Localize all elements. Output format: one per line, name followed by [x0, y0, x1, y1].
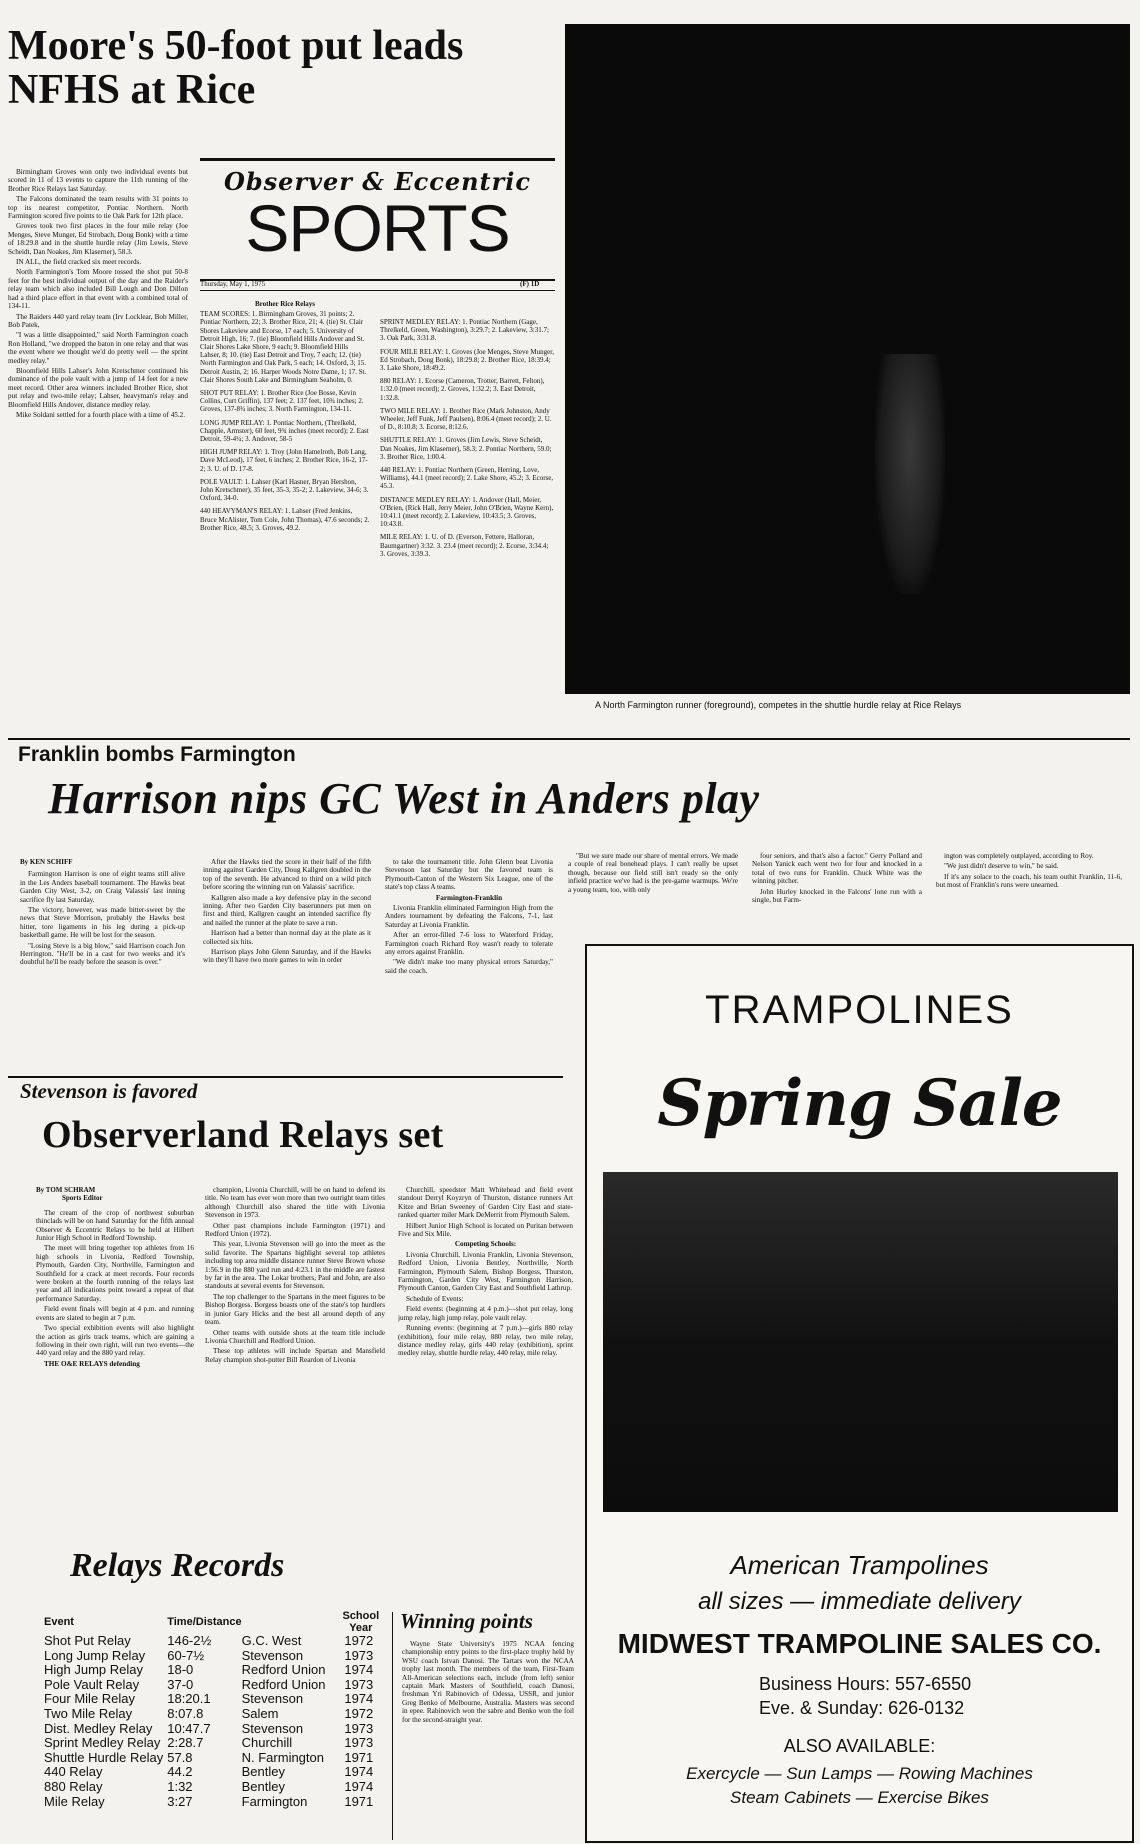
records-event: 880 Relay — [44, 1778, 103, 1794]
records-table — [44, 1610, 384, 1809]
ad-subtitle: Spring Sale — [657, 1066, 1062, 1141]
harrison-col-3 — [385, 858, 553, 1068]
observerland-para: Schedule of Events: — [406, 1294, 464, 1303]
ad-company: MIDWEST TRAMPOLINE SALES CO. — [617, 1628, 1102, 1659]
harrison-para: Harrison had a better than normal day at the plate as it collected six hits. — [203, 929, 371, 946]
records-school: Salem — [241, 1705, 279, 1721]
records-event: Long Jump Relay — [44, 1647, 146, 1663]
observerland-para: THE O&E RELAYS defending — [44, 1359, 140, 1368]
harrison-para: to take the tournament title. John Glenn beat Livonia Stevenson last Saturday but the favored team is Plymouth-Canton of the Western Six League, one of the state's top class A teams. — [385, 858, 553, 892]
ad-line2: all sizes — immediate delivery — [698, 1588, 1021, 1615]
ad-hours-2: Eve. & Sunday: 626-0132 — [759, 1698, 965, 1718]
observerland-para: Livonia Churchill, Livonia Franklin, Livonia Stevenson, Redford Union, Livonia Bentley, Northville, North Farmington, Plymouth Salem, Bishop Borgess, Thurston, Farmington, Garden City West, Farmington Harrison, Plymouth Canton, Garden City East and Southfield Lathrup. — [398, 1250, 573, 1293]
observerland-para: This year, Livonia Stevenson will go into the meet as the solid favorite. The Spartans highlight several top athletes including top area middle distance runner Steve Brown whose 1:56.9 in the 880 yard run and 4:23.1 in the middle are fastest by far in the area. The Lokar brothers, Paul and John, are also standouts at several events for Stevenson. — [205, 1240, 385, 1291]
records-header-blank — [242, 1610, 338, 1634]
observerland-para: The top challenger to the Spartans in the meet figures to be Bishop Borgess. Borgess boasts one of the state's top hurdlers in junior Gary Hicks and the best all around depth of any team. — [205, 1292, 385, 1327]
records-row — [44, 1736, 384, 1751]
observerland-para: The cream of the crop of northwest suburban thinclads will be on hand Saturday for the fifth annual Observer & Eccentric Relays to be held at Hilbert Junior High School in Redford Township. — [36, 1208, 194, 1243]
observerland-para: champion, Livonia Churchill, will be on hand to defend its title. No team has ever won more than two outright team titles although Churchill also shared the title with Livonia Stevenson in 1973. — [205, 1186, 385, 1220]
records-row — [44, 1780, 384, 1795]
winning-para: Wayne State University's 1975 NCAA fencing championship entry points to the first-place trophy held by WSU coach Istvan Danosi. The Tartars won the NCAA trophy last month. The members of the team, First-Team All-American selections each, include (from left) senior captain Mark Masters of Southfield, coach Danosi, freshman Yri Rabinovich of Odessa, USSR, and junior Greg Benko of Melbourne, Australia. Masters was second in epee. Rabinovich won the sabre and Benko won the foil for the second-straight year. — [402, 1640, 574, 1724]
ad-products-1: Exercycle — Sun Lamps — Rowing Machines — [686, 1764, 1033, 1783]
masthead-section: SPORTS — [245, 191, 510, 265]
harrison-para: "Losing Steve is a big blow," said Harrison coach Jon Herrington. "He'll be in a cast for two weeks and it's doubtful he'll be ready before the season is over." — [20, 941, 185, 967]
moore-headline: Moore's 50-foot put leads NFHS at Rice — [8, 23, 464, 114]
ad-also: ALSO AVAILABLE: — [783, 1736, 936, 1756]
observerland-para: Other teams with outside shots at the team title include Livonia Churchill and Redford Union. — [205, 1328, 385, 1345]
records-school: Redford Union — [241, 1662, 326, 1678]
records-school: Bentley — [241, 1778, 285, 1794]
records-body — [44, 1634, 384, 1809]
records-time: 2:28.7 — [167, 1735, 204, 1751]
masthead-paper-name: Observer & Eccentric — [223, 167, 532, 196]
observerland-subhead: Competing Schools: — [454, 1240, 517, 1249]
records-row — [44, 1795, 384, 1810]
records-school: Churchill — [241, 1735, 293, 1751]
records-school: Stevenson — [241, 1720, 304, 1736]
records-event: Pole Vault Relay — [44, 1676, 140, 1692]
moore-para: Groves took two first places in the four mile relay (Joe Menges, Steve Munger, Ed Strobach, Doug Bonk) with a time of 18:29.8 and in the shuttle hurdle relay (Jim Lewis, Steve Scheidt, Dan Noakes, Jim Klaserner), 58.3. — [8, 222, 188, 256]
records-year: 1974 — [344, 1778, 374, 1794]
harrison-col-4 — [568, 852, 738, 936]
records-time: 60-7½ — [167, 1647, 205, 1663]
results-entry: 440 RELAY: 1. Pontiac Northern (Green, Herring, Love, Williams), 44.1 (meet record); 2. Lake Shore, 45.2; 3. Ecorse, 45.3. — [380, 466, 554, 491]
records-time: 44.2 — [167, 1764, 193, 1780]
records-year: 1974 — [344, 1662, 374, 1678]
records-header-event: Event — [44, 1616, 74, 1628]
records-year: 1971 — [344, 1749, 374, 1765]
trampoline-ad — [585, 944, 1134, 1843]
records-time: 8:07.8 — [167, 1705, 204, 1721]
records-school: N. Farmington — [241, 1749, 324, 1765]
observerland-col-2 — [205, 1186, 385, 1522]
records-time: 18:20.1 — [167, 1691, 211, 1707]
records-event: Sprint Medley Relay — [44, 1735, 161, 1751]
records-year: 1972 — [344, 1705, 374, 1721]
harrison-para: After an error-filled 7-6 loss to Waterford Friday, Farmington coach Richard Roy wasn't ready to tolerate any errors against Franklin. — [385, 931, 553, 957]
results-entry: DISTANCE MEDLEY RELAY: 1. Andover (Hall, Meier, O'Brien, (Rick Hall, Jerry Meier, John O'Brien, Wayne Kern), 10:41.1 (meet record); 2. Lakeview, 10:43.5; 3. Groves, 10:43.8. — [380, 495, 554, 529]
records-row — [44, 1678, 384, 1693]
harrison-para: After the Hawks tied the score in their half of the fifth inning against Garden City, Doug Kallgren doubled in the top of the seventh. He advanced to third on a wild pitch before scoring the winning run on Valassis' sacrifice. — [203, 858, 371, 892]
results-entry: LONG JUMP RELAY: 1. Pontiac Northern, (Threlkeld, Chapple, Armster), 60 feet, 9¾ inches (meet record); 2. East Detroit, 59-4¼; 3. Andover, 58-5 — [200, 418, 369, 444]
records-year: 1971 — [344, 1793, 374, 1809]
observerland-para: The meet will bring together top athletes from 16 high schools in Livonia, Redford Township, Plymouth, Garden City, Northville, Farmington and Southfield for a crack at meet records. Four records were broken at the fourth running of the relays last year and all indications point toward a repeat of that performance Saturday. — [36, 1244, 194, 1303]
observerland-para: Field event finals will begin at 4 p.m. and running events are slated to begin at 7 p.m. — [36, 1305, 194, 1322]
results-col-2 — [380, 318, 555, 732]
records-row — [44, 1663, 384, 1678]
ad-photo — [603, 1172, 1118, 1512]
harrison-para: John Hurley knocked in the Falcons' lone run with a single, but Farm- — [752, 887, 922, 905]
records-row — [44, 1722, 384, 1737]
results-entry: 880 RELAY: 1. Ecorse (Cameron, Trotter, Barrett, Felton), 1:32.0 (meet record); 2. Groves, 1:32.2; 3. East Detroit, 1:32.8. — [380, 377, 545, 402]
observerland-para: Churchill, speedster Matt Whitehead and field event standout Derryl Koyzryn of Thurston, distance runners Art Kitze and Brian Sweeney of Garden City East and state-ranked quarter miler Mark DeMerrit from Plymouth Salem. — [398, 1186, 573, 1220]
records-row — [44, 1765, 384, 1780]
records-time: 1:32 — [167, 1778, 193, 1794]
moore-para: The Falcons dominated the team results with 31 points to top its nearest competitor, Pontiac Northern. North Farmington scored five points to tie Oak Park for 12th place. — [8, 195, 188, 221]
results-entry: FOUR MILE RELAY: 1. Groves (Joe Menges, Steve Munger, Ed Strobach, Doug Bonk), 18:29.8; 2. Brother Rice, 18:39.4; 3. Lake Shore, 18:49.2. — [380, 347, 554, 373]
moore-para: North Farmington's Tom Moore tossed the shot put 50-8 feet for the best individual output of the day and the Raider's relay team which also included Bill Lough and Don Dillon had a third place effort in that event with a combined total of 134-11. — [8, 268, 188, 311]
records-year: 1973 — [344, 1647, 374, 1663]
winning-text — [402, 1640, 574, 1840]
records-school: Bentley — [241, 1764, 285, 1780]
harrison-subhead: Farmington-Franklin — [435, 893, 503, 902]
records-row — [44, 1751, 384, 1766]
records-header-school-text: School — [342, 1610, 380, 1622]
moore-para: Birmingham Groves won only two individual events but scored in 11 of 13 events to capture the 11th running of the Brother Rice Relays last Saturday. — [8, 168, 188, 193]
records-table-wrap — [44, 1610, 384, 1809]
column-rule — [392, 1612, 393, 1840]
moore-para: The Raiders 440 yard relay team (Irv Locklear, Bob Miller, Bob Patek, — [8, 312, 188, 329]
records-event: Two Mile Relay — [44, 1705, 133, 1721]
observerland-para: Other past champions include Farmington (1971) and Redford Union (1972). — [205, 1221, 385, 1239]
observerland-col-1 — [36, 1186, 194, 1522]
records-time: 18-0 — [167, 1662, 194, 1678]
observerland-para: Running events: (beginning at 7 p.m.)—girls 880 relay (exhibition), four mile relay, 880 relay, two mile relay, distance medley relay, girls 440 relay (exhibition), sprint medley relay, shuttle hurdle relay, 440 relay, mile relay. — [398, 1324, 573, 1358]
observerland-col-3 — [398, 1186, 573, 1620]
harrison-para: ington was completely outplayed, according to Roy. — [944, 852, 1094, 860]
harrison-col-6 — [936, 852, 1122, 936]
photo-figure — [875, 354, 945, 594]
moore-para: Mike Soldani settled for a fourth place with a time of 45.2. — [16, 410, 186, 419]
records-time: 57.8 — [167, 1749, 193, 1765]
observerland-kicker: Stevenson is favored — [20, 1079, 198, 1103]
harrison-para: Kallgren also made a key defensive play in the second inning. After two Garden City baserunners put men on first and third, Kallgren caught an intended sacrifice fly and nailed the runner at the plate to save a run. — [203, 893, 371, 927]
harrison-col-1 — [20, 858, 185, 1068]
harrison-para: If it's any solace to the coach, his team outhit Franklin, 11-6, but most of Franklin's runs were unearned. — [936, 872, 1122, 890]
harrison-para: "We just didn't deserve to win," he said. — [944, 862, 1059, 871]
records-year: 1973 — [344, 1720, 374, 1736]
harrison-headline: Harrison nips GC West in Anders play — [48, 774, 760, 823]
records-event: Shuttle Hurdle Relay — [44, 1749, 164, 1765]
records-year: 1974 — [344, 1691, 374, 1707]
observerland-para: Hilbert Junior High School is located on Puritan between Five and Six Mile. — [398, 1221, 573, 1239]
records-school: G.C. West — [241, 1633, 302, 1648]
ad-products-2: Steam Cabinets — Exercise Bikes — [730, 1788, 989, 1807]
records-time: 10:47.7 — [167, 1720, 211, 1736]
records-event: Four Mile Relay — [44, 1691, 136, 1707]
records-header-year-text: Year — [349, 1622, 373, 1634]
photo-caption: A North Farmington runner (foreground), competes in the shuttle hurdle relay at Rice Relays — [595, 700, 962, 710]
records-school: Stevenson — [241, 1691, 304, 1707]
harrison-para: four seniors, and that's also a factor." Gerry Pollard and Nelson Yanick each went two for four and knocked in a total of two runs for Franklin. Chuck White was the winning pitcher. — [752, 852, 922, 886]
harrison-para: The victory, however, was made bitter-sweet by the news that Steve Morrison, probably the Hawks best hitter, tore ligaments in his leg during a pick-up basketball game. He will be lost for the season. — [20, 906, 185, 940]
records-event: Mile Relay — [44, 1793, 105, 1809]
moore-para: IN ALL, the field cracked six meet records. — [16, 258, 142, 267]
records-year: 1972 — [344, 1633, 374, 1648]
ad-title: TRAMPOLINES — [705, 988, 1014, 1032]
moore-para: "I was a little disappointed," said North Farmington coach Ron Holland, "we dropped the baton in one relay and that was the event where we thought we'd do pretty well — the sprint medley relay." — [8, 331, 188, 365]
records-school: Farmington — [241, 1793, 308, 1809]
masthead — [200, 158, 555, 281]
harrison-kicker: Franklin bombs Farmington — [18, 743, 296, 766]
records-school: Stevenson — [241, 1647, 304, 1663]
results-entry: SHUTTLE RELAY: 1. Groves (Jim Lewis, Steve Scheidt, Dan Noakes, Jim Klaserner), 58.3; 2. Pontiac Northern, 59.0; 3. Brother Rice, 1:00.4. — [380, 436, 552, 461]
harrison-para: "We didn't make too many physical errors Saturday," said the coach. — [385, 958, 553, 975]
records-event: Dist. Medley Relay — [44, 1720, 153, 1736]
masthead-date: Thursday, May 1, 1975 — [200, 280, 266, 288]
records-header-time: Time/Distance — [167, 1616, 242, 1628]
records-row — [44, 1692, 384, 1707]
records-school: Redford Union — [241, 1676, 326, 1692]
results-entry: POLE VAULT: 1. Lahser (Karl Hasner, Bryan Hershon, John Kretschmer), 35 feet, 35-3, 35-2; 2. Lakeview, 34-6; 3. Oxford, 34-0. — [200, 477, 369, 503]
records-event: High Jump Relay — [44, 1662, 143, 1678]
records-row — [44, 1634, 384, 1649]
records-year: 1974 — [344, 1764, 374, 1780]
results-entry: MILE RELAY: 1. U. of D. (Everson, Fettere, Halloran, Baumgartner) 3:32. 3. 23.4 (meet record); 2. Ecorse, 3:34.4; 3. Groves, 3:39.3. — [380, 533, 549, 558]
ad-line1: American Trampolines — [730, 1550, 989, 1580]
harrison-para: "But we sure made our share of mental errors. We made a couple of real bonehead plays. I can't really be upset though, because our field still isn't ready so the only infield practice we've had is the pre-game warmups. We're a young team, too, with only — [568, 852, 738, 894]
observerland-para: These top athletes will include Spartan and Mansfield Relay champion shot-putter Bill Reardon of Livonia — [205, 1347, 385, 1364]
winning-title: Winning points — [400, 1609, 533, 1633]
records-event: Shot Put Relay — [44, 1633, 131, 1648]
harrison-para: Livonia Franklin eliminated Farmington High from the Anders tournament by defeating the Falcons, 7-1, last Saturday at Livonia Franklin. — [385, 904, 553, 929]
harrison-col-2 — [203, 858, 371, 1068]
section-rule — [8, 738, 1130, 740]
records-year: 1973 — [344, 1735, 374, 1751]
records-event: 440 Relay — [44, 1764, 103, 1780]
moore-para: Bloomfield Hills Lahser's John Kretschmer continued his dominance of the pole vault with a jump of 14 feet for a new meet record. Other area winners included Brother Rice, shot put relay and two-mile relay; Lahser, heavyman's relay and Bloomfield Hills Andover, distance medley relay. — [8, 366, 188, 409]
harrison-para: Harrison plays John Glenn Saturday, and if the Hawks win they'll have two more games to win in order — [203, 948, 371, 965]
results-heading: Brother Rice Relays — [254, 300, 315, 308]
photo-runner — [565, 24, 1130, 694]
results-entry: HIGH JUMP RELAY: 1. Troy (John Hamelroth, Bob Lang, Dave McLeod), 17 feet, 6 inches; 2. Brother Rice, 16-2, 17-2; 3. U. of D. 17-8. — [200, 448, 368, 473]
observerland-byline: By TOM SCHRAM — [36, 1186, 96, 1194]
ad-hours-1: Business Hours: 557-6550 — [759, 1674, 972, 1694]
results-entry: TEAM SCORES: 1. Birmingham Groves, 31 points; 2. Pontiac Northern, 22; 3. Brother Rice, 21; 4. (tie) St. Clair Shores Lakeview and Ecorse, 17 each; 5. University of Detroit High, 16; 7. (tie) Bloomfield Hills Andover and St. Clair Shores Lake Shore, 9 each; 9. Bloomfield Hills Lahser, 8; 10. (tie) East Detroit and Troy, 7 each; 12. (tie) North Farmington and Oak Park, 5 each; 14. Oxford, 3; 15. Detroit Austin, 2; 16. Harper Woods Notre Dame, 1; 17. St. Clair Shores South Lake and Birmingham Seaholm, 0. — [200, 310, 367, 384]
records-header-school — [338, 1610, 384, 1634]
records-row — [44, 1707, 384, 1722]
results-entry: 440 HEAVYMAN'S RELAY: 1. Lahser (Fred Jenkins, Bruce McAlister, Tom Cole, John Thomas), 47.6 seconds; 2. Brother Rice, 48.5; 3. Groves, 49.2. — [200, 507, 370, 532]
results-entry: SHOT PUT RELAY: 1. Brother Rice (Joe Bosse, Kevin Collins, Curt Griffin), 137 feet; 2. 137 feet, 10¾ inches; 2. Groves, 137-8¾ inches; 3. North Farmington, 134-11. — [200, 389, 364, 414]
results-entry: TWO MILE RELAY: 1. Brother Rice (Mark Johnston, Andy Wheeler, Jeff Funk, Jeff Paulsen), 8:06.4 (meet record); 2. U. of D., 8:10.8; 3. Ecorse, 8:12.6. — [380, 406, 552, 432]
moore-article — [8, 168, 188, 732]
records-time: 3:27 — [167, 1793, 193, 1809]
records-header-row — [44, 1610, 384, 1634]
records-time: 146-2½ — [167, 1633, 212, 1648]
observerland-para: Field events: (beginning at 4 p.m.)—shot put relay, long jump relay, high jump relay, pole vault relay. — [398, 1305, 573, 1322]
harrison-byline: By KEN SCHIFF — [20, 858, 73, 866]
records-title: Relays Records — [70, 1547, 285, 1584]
results-entry: SPRINT MEDLEY RELAY: 1. Pontiac Northern (Gage, Threlkeld, Green, Washington), 3:29.7; 2. Lakeview, 3:31.7; 3. Oak Park, 3:31.8. — [380, 318, 549, 343]
observerland-para: Two special exhibition events will also highlight the action as girls track teams, which are gaining a following in their own right, will run two events—the 440 yard relay and the 880 yard relay. — [36, 1324, 194, 1358]
observerland-byline-title: Sports Editor — [62, 1194, 103, 1203]
section-rule — [8, 1076, 563, 1078]
results-col-1 — [200, 300, 370, 732]
masthead-page: (F) 1D — [520, 280, 540, 288]
records-row — [44, 1649, 384, 1664]
records-time: 37-0 — [167, 1676, 194, 1692]
masthead-rule — [200, 290, 555, 291]
observerland-headline: Observerland Relays set — [42, 1114, 444, 1156]
harrison-para: Farmington Harrison is one of eight teams still alive in the Les Anders baseball tournament. The Hawks beat Garden City West, 3-2, on Craig Valassis' last inning sacrifice fly last Saturday. — [20, 870, 185, 904]
records-year: 1973 — [344, 1676, 374, 1692]
harrison-col-5 — [752, 852, 922, 936]
